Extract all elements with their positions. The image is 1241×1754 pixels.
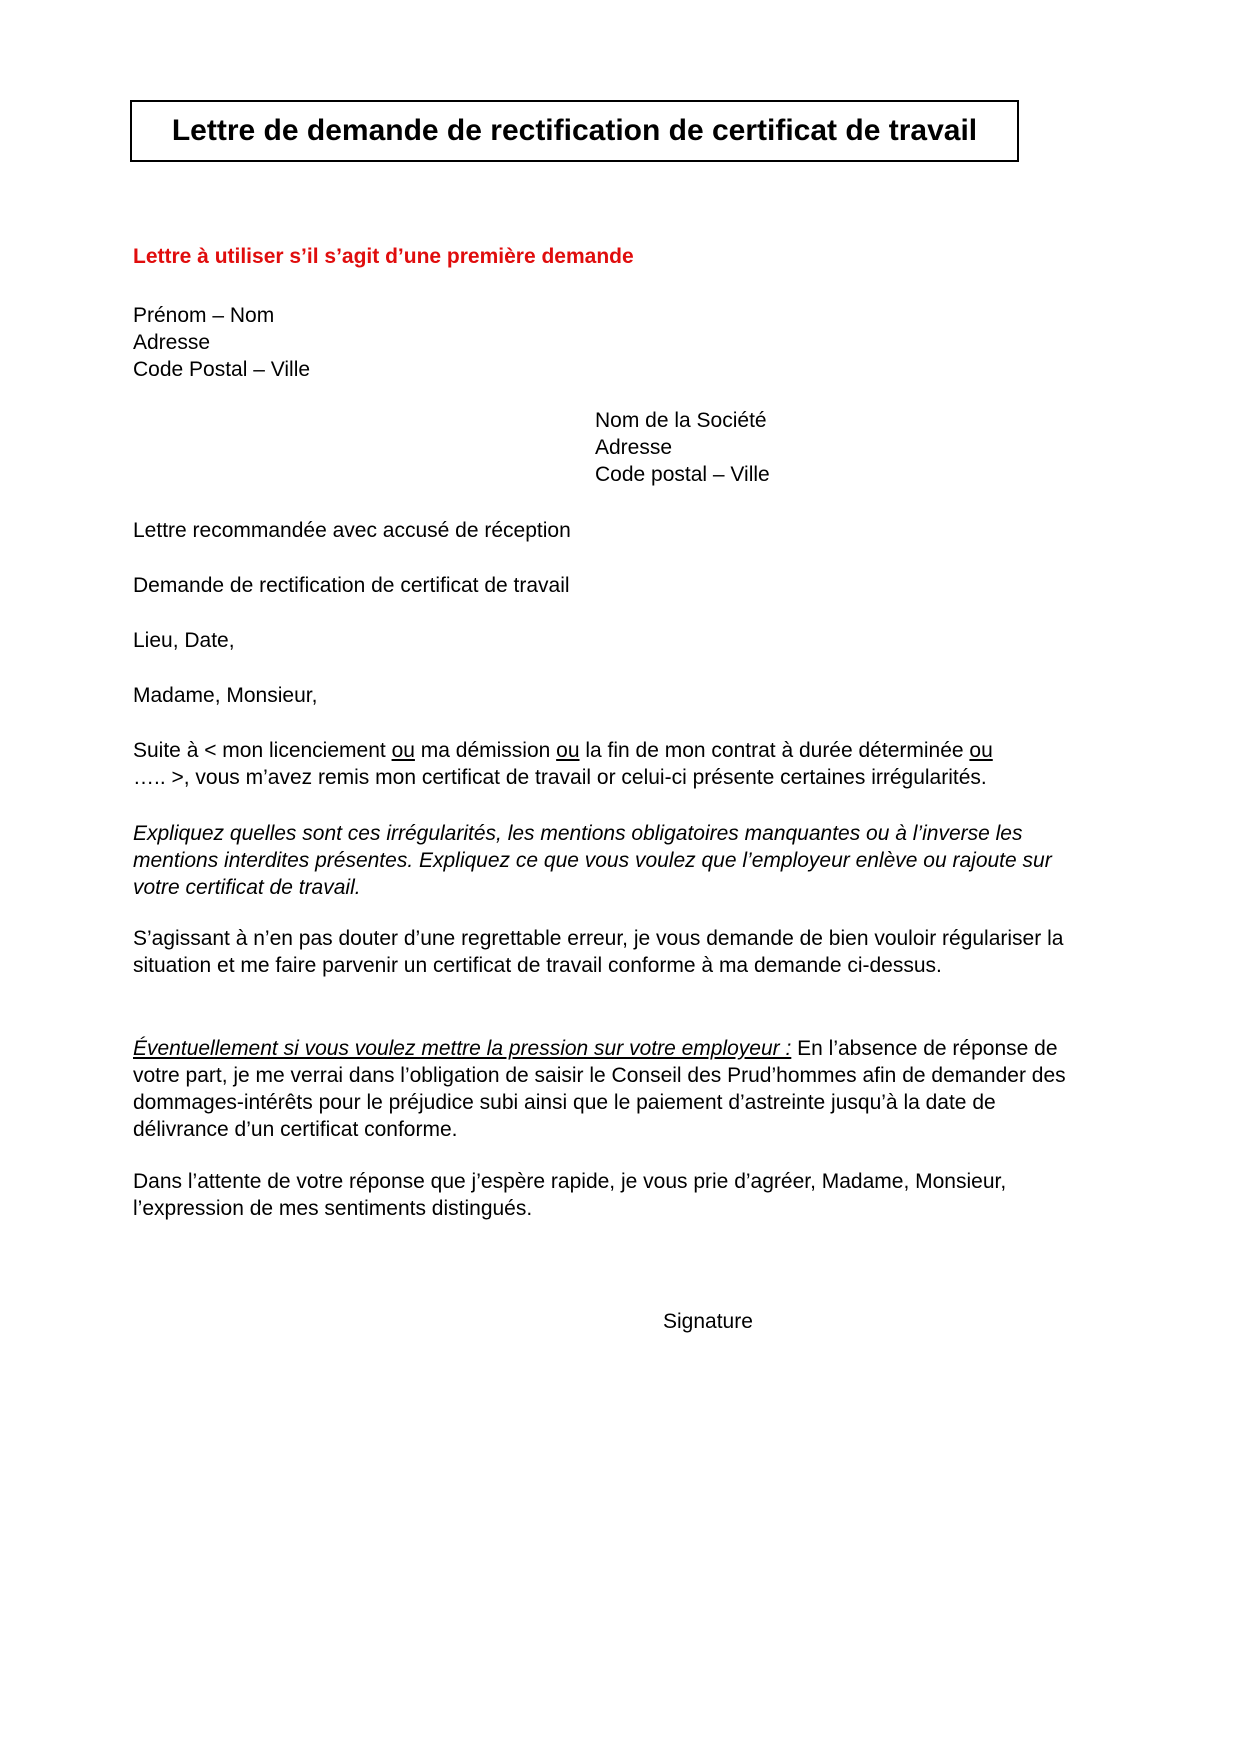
sender-postal-city: Code Postal – Ville: [133, 358, 311, 381]
page-title: Lettre de demande de rectification de certificat de travail: [171, 114, 978, 147]
place-date-line: Lieu, Date,: [133, 629, 235, 652]
subject-line: Demande de rectification de certificat de travail: [133, 574, 570, 597]
recipient-postal-city: Code postal – Ville: [595, 463, 770, 486]
recipient-block: [595, 407, 1075, 488]
body-paragraph-pressure: Éventuellement si vous voulez mettre la pression sur votre employeur : En l’absence de réponse de votre part, je me verrai dans l’obligation de saisir le Conseil des Prud’hommes afin de demander des dommages-intérêts pour le préjudice subi ainsi que le paiement d’astreinte jusqu’à la date de délivrance d’un certificat conforme.: [133, 1037, 1066, 1141]
title-box: [130, 100, 1019, 162]
recipient-address: Adresse: [595, 436, 673, 459]
body-paragraph-instructions: Expliquez quelles sont ces irrégularités, les mentions obligatoires manquantes ou à l’inverse les mentions interdites présentes. Expliquez ce que vous voulez que l’employeur enlève ou rajoute sur votre certificat de travail.: [133, 822, 1052, 899]
sender-block: [133, 302, 1085, 383]
body-paragraph-closing: Dans l’attente de votre réponse que j’espère rapide, je vous prie d’agréer, Madame, Monsieur, l’expression de mes sentiments distingués.: [133, 1170, 1007, 1220]
usage-note: Lettre à utiliser s’il s’agit d’une première demande: [133, 245, 634, 268]
signature-label: Signature: [663, 1310, 753, 1333]
sender-address: Adresse: [133, 331, 211, 354]
delivery-mode-line: Lettre recommandée avec accusé de réception: [133, 519, 571, 542]
sender-name: Prénom – Nom: [133, 304, 275, 327]
body-paragraph-context: Suite à < mon licenciement ou ma démission ou la fin de mon contrat à durée déterminée ou ….. >, vous m’avez remis mon certificat de travail or celui-ci présente certaines irrégularités.: [133, 739, 993, 789]
recipient-company: Nom de la Société: [595, 409, 767, 432]
body-paragraph-request: S’agissant à n’en pas douter d’une regrettable erreur, je vous demande de bien vouloir régulariser la situation et me faire parvenir un certificat de travail conforme à ma demande ci-dessus.: [133, 927, 1064, 977]
salutation-line: Madame, Monsieur,: [133, 684, 318, 707]
